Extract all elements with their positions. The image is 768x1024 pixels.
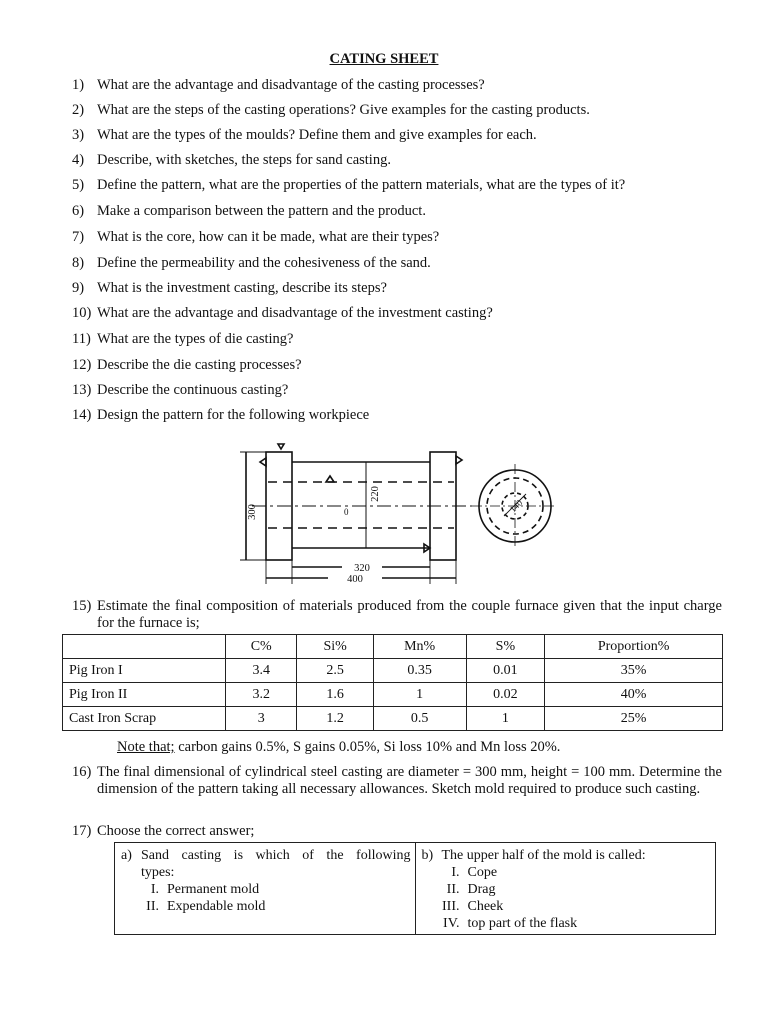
option-numeral: IV. <box>443 916 460 931</box>
mcq-option <box>422 898 712 915</box>
question-15: 15) Estimate the final composition of materials produced from the couple furnace given that the input charge for the furnace is; <box>72 598 722 631</box>
question-10 <box>72 305 722 322</box>
question-text: Define the permeability and the cohesiveness of the sand. <box>97 255 431 271</box>
mark-0-label: 0 <box>344 507 349 517</box>
column-header: Mn% <box>373 635 466 659</box>
question-number: 10) <box>72 305 92 321</box>
question-text: Describe the die casting processes? <box>97 357 302 373</box>
note: Note that; carbon gains 0.5%, S gains 0.05%, Si loss 10% and Mn loss 20%. <box>117 739 561 755</box>
column-header: Si% <box>297 635 373 659</box>
question-5 <box>72 177 722 194</box>
question-4 <box>72 152 722 169</box>
question-text: What are the types of die casting? <box>97 331 294 347</box>
mcq-option <box>422 881 712 898</box>
option-text: Drag <box>467 882 496 897</box>
mcq-a: a) Sand casting is which of the following types: I. Permanent mold II. Expendable mold <box>115 843 416 935</box>
question-text: What are the advantage and disadvantage of the investment casting? <box>97 305 493 321</box>
dim-400-label: 400 <box>347 574 363 585</box>
column-header <box>63 635 226 659</box>
question-number: 7) <box>72 229 85 245</box>
question-text: Make a comparison between the pattern and the product. <box>97 203 426 219</box>
question-12 <box>72 357 722 374</box>
question-text: Design the pattern for the following workpiece <box>97 407 370 423</box>
table-header-row <box>63 635 723 659</box>
dim-320-label: 320 <box>354 563 370 574</box>
column-header: C% <box>226 635 297 659</box>
table-cell: 3.2 <box>226 683 297 707</box>
question-6 <box>72 203 722 220</box>
mcq-option <box>121 881 411 898</box>
option-text: Expendable mold <box>167 899 266 914</box>
question-text: Describe, with sketches, the steps for sand casting. <box>97 152 391 168</box>
question-17: 17) Choose the correct answer; <box>72 823 255 839</box>
dim-300-label: 300 <box>247 504 258 520</box>
question-number: 14) <box>72 407 92 423</box>
composition-table <box>62 634 723 731</box>
dim-220-label: 220 <box>370 486 381 502</box>
table-row <box>63 683 723 707</box>
question-16: 16) The final dimensional of cylindrical steel casting are diameter = 300 mm, height = 100 mm. Determine the dimension of the pattern taking all necessary allowances. Sketch mold required to produce such casting. <box>72 764 722 797</box>
table-cell: 2.5 <box>297 659 373 683</box>
question-number: 4) <box>72 152 85 168</box>
option-text: Permanent mold <box>167 882 260 897</box>
question-7 <box>72 229 722 246</box>
question-9 <box>72 280 722 297</box>
question-text: What are the advantage and disadvantage of the casting processes? <box>97 77 485 93</box>
table-cell: 0.01 <box>466 659 545 683</box>
table-cell: 3.4 <box>226 659 297 683</box>
table-cell: 0.5 <box>373 707 466 731</box>
question-text: What is the core, how can it be made, what are their types? <box>97 229 440 245</box>
column-header: Proportion% <box>545 635 723 659</box>
table-cell: 0.35 <box>373 659 466 683</box>
mcq-option <box>121 898 411 915</box>
question-text: Describe the continuous casting? <box>97 382 289 398</box>
table-cell: 40% <box>545 683 723 707</box>
mcq-b: b) The upper half of the mold is called: I. Cope II. Drag III. Cheek IV. top part of the flask <box>415 843 716 935</box>
mcq-table <box>114 842 716 935</box>
table-cell: 1 <box>373 683 466 707</box>
question-number: 9) <box>72 280 85 296</box>
question-text: What is the investment casting, describe its steps? <box>97 280 387 296</box>
question-number: 8) <box>72 255 85 271</box>
question-3 <box>72 127 722 144</box>
row-label: Cast Iron Scrap <box>63 707 226 731</box>
mcq-option <box>422 864 712 881</box>
column-header: S% <box>466 635 545 659</box>
question-number: 6) <box>72 203 85 219</box>
row-label: Pig Iron I <box>63 659 226 683</box>
table-cell: 1.6 <box>297 683 373 707</box>
option-numeral: II. <box>146 899 159 914</box>
option-text: Cheek <box>467 899 504 914</box>
question-number: 3) <box>72 127 85 143</box>
table-cell: 0.02 <box>466 683 545 707</box>
question-number: 2) <box>72 102 85 118</box>
question-number: 5) <box>72 177 85 193</box>
table-cell: 3 <box>226 707 297 731</box>
question-number: 13) <box>72 382 92 398</box>
sheet-title: CATING SHEET <box>329 51 439 67</box>
question-14 <box>72 407 722 424</box>
question-1 <box>72 77 722 94</box>
question-number: 12) <box>72 357 92 373</box>
question-2 <box>72 102 722 119</box>
dim-140-label: 140 <box>507 497 525 515</box>
table-cell: 1.2 <box>297 707 373 731</box>
option-numeral: I. <box>451 865 460 880</box>
table-cell: 25% <box>545 707 723 731</box>
question-11 <box>72 331 722 348</box>
question-text: Define the pattern, what are the properties of the pattern materials, what are the types of it? <box>97 177 626 193</box>
table-cell: 1 <box>466 707 545 731</box>
option-numeral: I. <box>150 882 159 897</box>
question-number: 11) <box>72 331 91 347</box>
question-13 <box>72 382 722 399</box>
workpiece-drawing <box>232 436 554 594</box>
option-text: top part of the flask <box>467 916 578 931</box>
question-number: 1) <box>72 77 85 93</box>
table-cell: 35% <box>545 659 723 683</box>
table-row <box>63 707 723 731</box>
question-text: What are the steps of the casting operations? Give examples for the casting products. <box>97 102 590 118</box>
mcq-option <box>422 915 712 932</box>
row-label: Pig Iron II <box>63 683 226 707</box>
option-text: Cope <box>467 865 498 880</box>
question-8 <box>72 255 722 272</box>
table-row <box>63 659 723 683</box>
option-numeral: II. <box>446 882 460 897</box>
question-text: What are the types of the moulds? Define them and give examples for each. <box>97 127 537 143</box>
option-numeral: III. <box>442 899 460 914</box>
